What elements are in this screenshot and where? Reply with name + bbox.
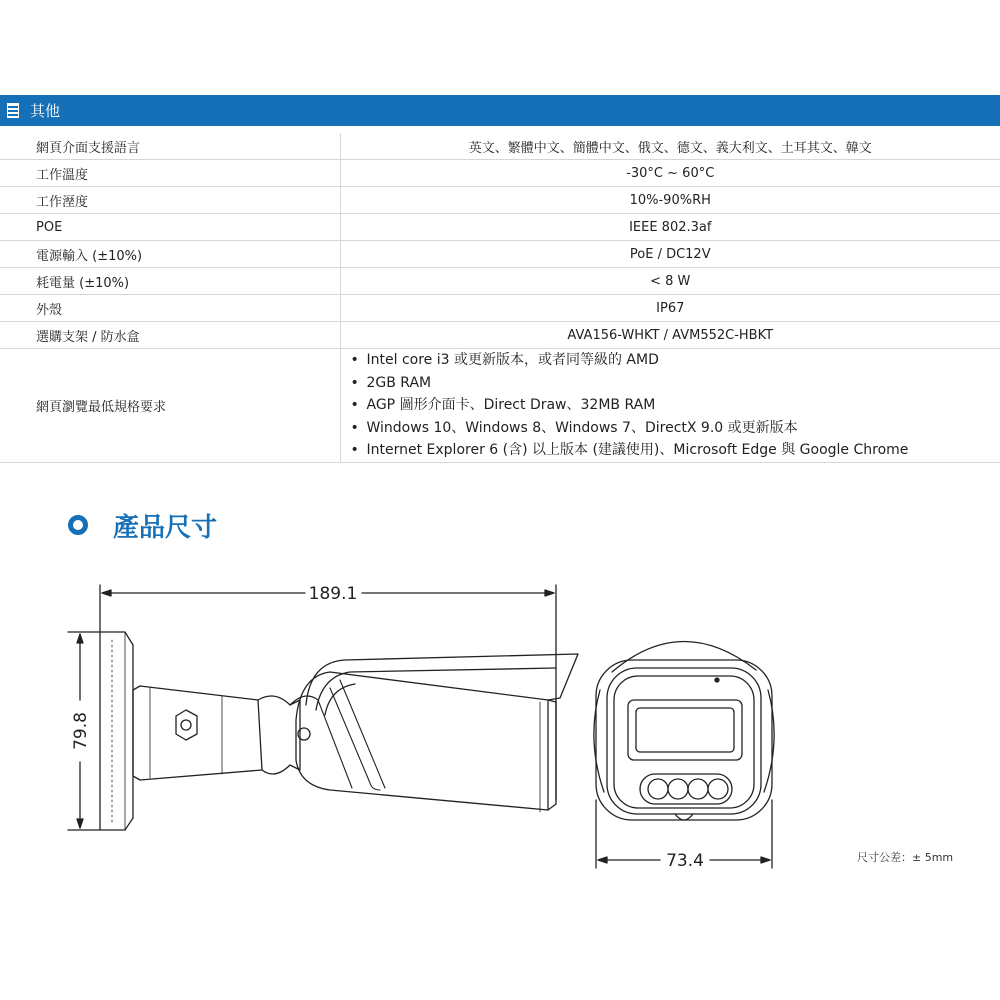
spec-value: IP67 xyxy=(340,295,1000,322)
spec-value: -30°C ~ 60°C xyxy=(340,160,1000,187)
table-row xyxy=(0,349,1000,463)
table-row xyxy=(0,241,1000,268)
spec-label: 外殼 xyxy=(0,295,340,322)
dimensions-title: 產品尺寸 xyxy=(113,513,218,543)
height-label: 79.8 xyxy=(71,712,91,750)
table-row xyxy=(0,295,1000,322)
table-row xyxy=(0,133,1000,160)
spec-label: 耗電量 (±10%) xyxy=(0,268,340,295)
list-item: • Windows 10、Windows 8、Windows 7、DirectX 9.0 或更新版本 xyxy=(367,417,1000,440)
spec-label: 選購支架 / 防水盒 xyxy=(0,322,340,349)
spec-value: AVA156-WHKT / AVM552C-HBKT xyxy=(340,322,1000,349)
tolerance-note: 尺寸公差：± 5mm xyxy=(857,851,954,864)
requirement-list xyxy=(341,349,1000,462)
section-title: 其他 xyxy=(30,102,61,120)
width-label: 73.4 xyxy=(666,851,704,871)
spec-label: POE xyxy=(0,214,340,241)
section-header xyxy=(0,95,1000,126)
table-row xyxy=(0,187,1000,214)
spec-value: PoE / DC12V xyxy=(340,241,1000,268)
circle-bullet-icon xyxy=(68,515,88,535)
spec-label: 工作溫度 xyxy=(0,160,340,187)
dimension-drawing xyxy=(0,560,1000,890)
spec-value xyxy=(340,349,1000,463)
table-row xyxy=(0,322,1000,349)
spec-value: 英文、繁體中文、簡體中文、俄文、德文、義大利文、土耳其文、韓文 xyxy=(340,133,1000,160)
list-item: • AGP 圖形介面卡、Direct Draw、32MB RAM xyxy=(367,394,1000,417)
spec-value: < 8 W xyxy=(340,268,1000,295)
spec-label: 電源輸入 (±10%) xyxy=(0,241,340,268)
table-row xyxy=(0,160,1000,187)
spec-value: IEEE 802.3af xyxy=(340,214,1000,241)
table-row xyxy=(0,214,1000,241)
list-item: • Intel core i3 或更新版本，或者同等級的 AMD xyxy=(367,349,1000,372)
spec-value: 10%-90%RH xyxy=(340,187,1000,214)
spec-label: 網頁介面支援語言 xyxy=(0,133,340,160)
spec-label: 工作溼度 xyxy=(0,187,340,214)
list-icon xyxy=(7,103,19,118)
camera-front-view xyxy=(594,641,774,820)
length-label: 189.1 xyxy=(308,584,358,604)
camera-side-view xyxy=(100,632,578,830)
list-item: • 2GB RAM xyxy=(367,372,1000,395)
list-item: • Internet Explorer 6 (含) 以上版本 (建議使用)、Microsoft Edge 與 Google Chrome xyxy=(367,439,1000,462)
table-row xyxy=(0,268,1000,295)
height-dimension xyxy=(68,632,100,830)
spec-label: 網頁瀏覽最低規格要求 xyxy=(0,349,340,463)
spec-table xyxy=(0,133,1000,463)
